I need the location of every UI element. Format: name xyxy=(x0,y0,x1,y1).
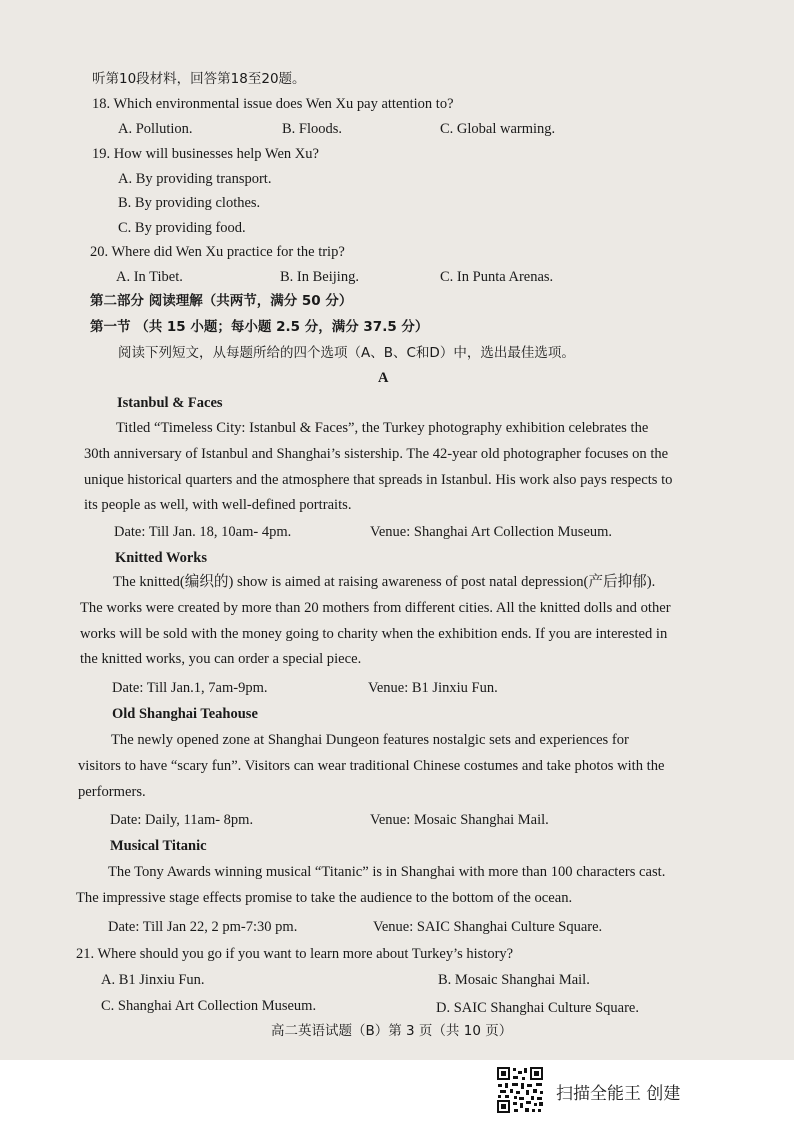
event-venue-knitted: Venue: B1 Jinxiu Fun. xyxy=(368,680,498,696)
event-description-teahouse xyxy=(78,728,740,805)
text-line: works will be sold with the money going to charity when the exhibition ends. If you are interested in xyxy=(80,625,668,642)
page-footer: 高二英语试题（B）第 3 页（共 10 页） xyxy=(271,1023,513,1039)
event-description-knitted xyxy=(80,570,739,673)
reading-instructions: 阅读下列短文，从每题所给的四个选项（A、B、C和D）中，选出最佳选项。 xyxy=(118,345,575,361)
question-18-option-a: A. Pollution. xyxy=(118,121,193,137)
section-1-title: 第一节 （共 15 小题；每小题 2.5 分，满分 37.5 分） xyxy=(90,319,429,335)
text-line: Titled “Timeless City: Istanbul & Faces”, the Turkey photography exhibition celebrates the xyxy=(116,420,649,436)
question-20-option-b: B. In Beijing. xyxy=(280,269,359,285)
question-21-option-b: B. Mosaic Shanghai Mail. xyxy=(438,972,590,988)
text-line: 30th anniversary of Istanbul and Shanghai’s sistership. The 42-year old photographer focuses on the xyxy=(84,445,669,462)
event-date-titanic: Date: Till Jan 22, 2 pm-7:30 pm. xyxy=(108,919,298,935)
event-title-teahouse: Old Shanghai Teahouse xyxy=(112,706,258,722)
text-line: The newly opened zone at Shanghai Dungeon features nostalgic sets and experiences for xyxy=(111,732,629,748)
qr-code-icon xyxy=(496,1066,544,1114)
scanner-watermark-text: 扫描全能王 创建 xyxy=(556,1084,681,1104)
event-description-istanbul xyxy=(84,416,738,519)
text-line: The works were created by more than 20 mothers from different cities. All the knitted dolls and other xyxy=(80,599,671,616)
text-line: visitors to have “scary fun”. Visitors can wear traditional Chinese costumes and take photos with the xyxy=(78,757,665,774)
event-title-titanic: Musical Titanic xyxy=(110,838,207,854)
question-21-stem: 21. Where should you go if you want to learn more about Turkey’s history? xyxy=(76,946,514,962)
event-venue-titanic: Venue: SAIC Shanghai Culture Square. xyxy=(373,919,603,935)
text-line: The Tony Awards winning musical “Titanic” is in Shanghai with more than 100 characters cast. xyxy=(108,864,666,880)
event-date-teahouse: Date: Daily, 11am- 8pm. xyxy=(110,812,254,828)
listening-intro: 听第10段材料，回答第18至20题。 xyxy=(92,71,306,87)
part-2-title: 第二部分 阅读理解（共两节，满分 50 分） xyxy=(90,293,353,309)
text-line: its people as well, with well-defined portraits. xyxy=(84,497,352,514)
question-18-option-b: B. Floods. xyxy=(282,121,343,137)
text-line: The impressive stage effects promise to take the audience to the bottom of the ocean. xyxy=(76,889,573,906)
question-19-option-c: C. By providing food. xyxy=(118,220,246,236)
event-date-istanbul: Date: Till Jan. 18, 10am- 4pm. xyxy=(114,524,292,540)
text-line: unique historical quarters and the atmosphere that spreads in Istanbul. His work also pays respects to xyxy=(84,471,673,488)
question-21-option-a: A. B1 Jinxiu Fun. xyxy=(101,972,205,988)
event-title-istanbul: Istanbul & Faces xyxy=(117,395,223,411)
question-20-option-c: C. In Punta Arenas. xyxy=(440,269,554,285)
question-19-stem: 19. How will businesses help Wen Xu? xyxy=(92,146,319,162)
event-venue-istanbul: Venue: Shanghai Art Collection Museum. xyxy=(370,524,613,540)
question-19-option-a: A. By providing transport. xyxy=(118,171,272,187)
question-20-stem: 20. Where did Wen Xu practice for the trip? xyxy=(90,244,345,260)
question-18-option-c: C. Global warming. xyxy=(440,121,556,137)
question-21-option-d: D. SAIC Shanghai Culture Square. xyxy=(436,1000,639,1016)
question-19-option-b: B. By providing clothes. xyxy=(118,195,261,211)
passage-letter: A xyxy=(378,370,389,386)
question-18-stem: 18. Which environmental issue does Wen Xu pay attention to? xyxy=(92,96,454,112)
question-21-option-c: C. Shanghai Art Collection Museum. xyxy=(101,998,317,1014)
text-line: performers. xyxy=(78,783,146,800)
event-venue-teahouse: Venue: Mosaic Shanghai Mail. xyxy=(370,812,549,828)
event-description-titanic xyxy=(76,860,742,912)
text-line: the knitted works, you can order a special piece. xyxy=(80,651,362,668)
text-line: The knitted(编织的) show is aimed at raising awareness of post natal depression(产后抑郁). xyxy=(113,574,656,590)
question-20-option-a: A. In Tibet. xyxy=(116,269,183,285)
event-date-knitted: Date: Till Jan.1, 7am-9pm. xyxy=(112,680,268,696)
event-title-knitted: Knitted Works xyxy=(115,550,207,566)
